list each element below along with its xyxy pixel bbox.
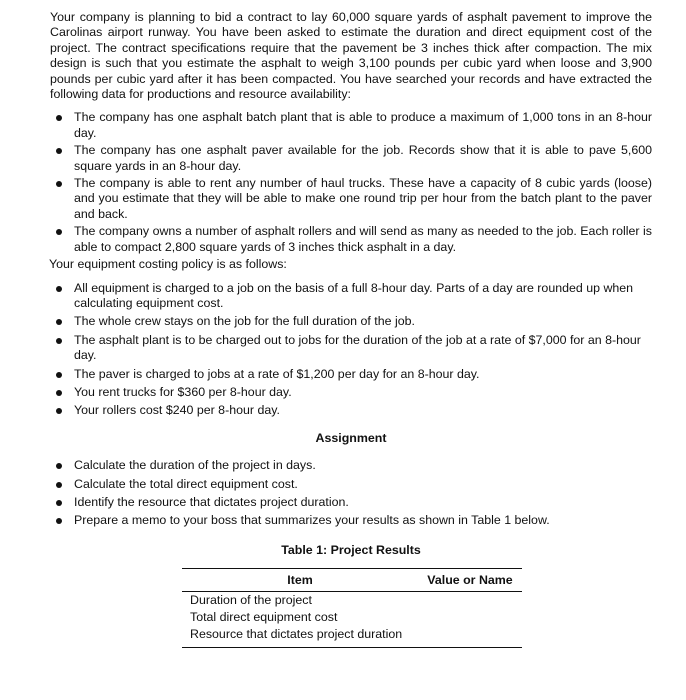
- policy-item: All equipment is charged to a job on the basis of a full 8-hour day. Parts of a day are rounded up when calculating equipment cost.: [50, 281, 652, 312]
- policy-list: [50, 281, 652, 419]
- policy-item: You rent trucks for $360 per 8-hour day.: [50, 385, 652, 400]
- resource-list: [50, 110, 652, 255]
- column-header-item: Item: [182, 569, 418, 591]
- resource-item: The company owns a number of asphalt rollers and will send as many as needed to the job. Each roller is able to compact 2,800 square yards of 3 inches thick asphalt in a day.: [50, 224, 652, 255]
- row-value-cell: [418, 591, 522, 609]
- policy-item: Your rollers cost $240 per 8-hour day.: [50, 403, 652, 418]
- table-row: [182, 591, 522, 609]
- policy-item: The paver is charged to jobs at a rate of $1,200 per day for an 8-hour day.: [50, 367, 652, 382]
- assignment-item: Calculate the total direct equipment cost.: [50, 477, 652, 492]
- intro-paragraph: Your company is planning to bid a contract to lay 60,000 square yards of asphalt pavement to improve the Carolinas airport runway. You have been asked to estimate the duration and direct equipment cost of the project. The contract specifications require that the pavement be 3 inches thick after compaction. The mix design is such that you estimate the asphalt to weigh 3,100 pounds per cubic yard when loose and 3,900 pounds per cubic yard after it has been compacted. You have searched your records and have extracted the following data for productions and resource availability:: [50, 10, 652, 102]
- policy-intro: Your equipment costing policy is as follows:: [49, 257, 287, 272]
- column-header-value: Value or Name: [418, 569, 522, 591]
- table-row: [182, 609, 522, 626]
- policy-item: The whole crew stays on the job for the full duration of the job.: [50, 314, 652, 329]
- assignment-list: [50, 458, 652, 529]
- row-item-label: Total direct equipment cost: [190, 610, 338, 624]
- row-value-cell: [418, 609, 522, 626]
- table-header-row: [182, 569, 522, 591]
- resource-item: The company is able to rent any number of haul trucks. These have a capacity of 8 cubic yards (loose) and you estimate that they will be able to make one round trip per hour from the batch plant to the paver and back.: [50, 176, 652, 222]
- policy-item: The asphalt plant is to be charged out to jobs for the duration of the job at a rate of $7,000 for an 8-hour day.: [50, 333, 652, 364]
- table-title: Table 1: Project Results: [281, 542, 421, 557]
- assignment-item: Identify the resource that dictates project duration.: [50, 495, 652, 510]
- resource-item: The company has one asphalt batch plant that is able to produce a maximum of 1,000 tons in an 8-hour day.: [50, 110, 652, 141]
- row-value-cell: [418, 626, 522, 647]
- row-item-label: Duration of the project: [190, 592, 312, 607]
- resource-item: The company has one asphalt paver available for the job. Records show that it is able to pave 5,600 square yards in an 8-hour day.: [50, 143, 652, 174]
- row-item-label: Resource that dictates project duration: [190, 627, 403, 642]
- assignment-item: Calculate the duration of the project in days.: [50, 458, 652, 473]
- table-row: [182, 626, 522, 647]
- assignment-heading: Assignment: [315, 430, 387, 445]
- assignment-item: Prepare a memo to your boss that summarizes your results as shown in Table 1 below.: [50, 513, 652, 528]
- results-table: [182, 568, 522, 648]
